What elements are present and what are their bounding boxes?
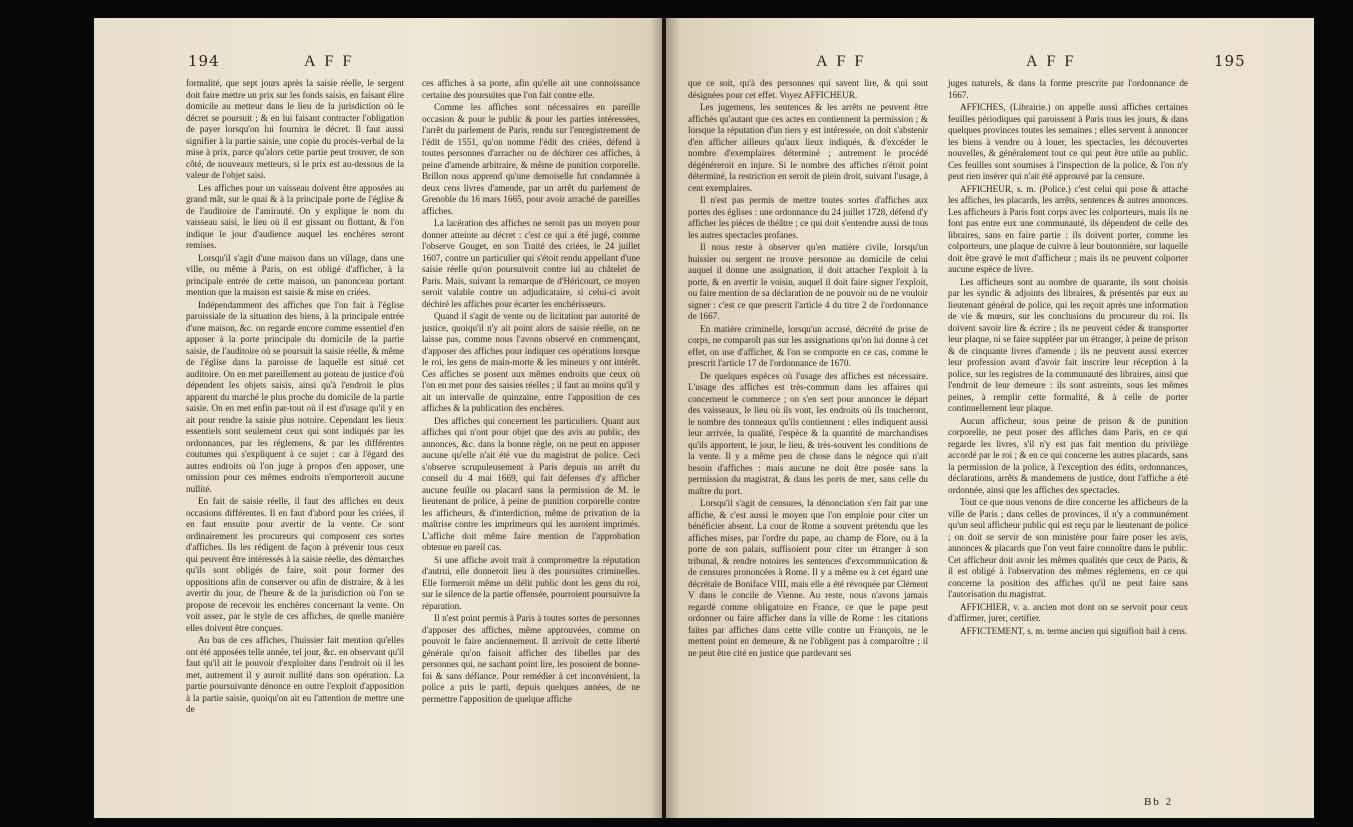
right-page — [666, 18, 1314, 818]
paragraph: De quelques espèces où l'usage des affiches est nécessaire. L'usage des affiches est très-commun dans les affaires qui concernent le commerce ; on s'en sert pour annoncer le départ des vaisseaux, le lieu où ils vont, les endroits où ils toucheront, le nombre des tonneaux qu'ils contiennent : elles indiquent aussi leur arrivée, la qualité, l'espèce & la quantité de marchandises qu'ils apportent, le jour, le lieu, & très-souvent les conditions de la vente. Il y a même peu de chose dans le négoce qui n'ait besoin d'affiches : mais aucune ne doit être posée sans la permission du magistrat, & dans les ports de mer, sans celle du maître du port. — [688, 370, 928, 496]
book-spread — [94, 18, 1314, 818]
paragraph: Quand il s'agit de vente ou de licitation par autorité de justice, quoiqu'il n'y ait point alors de saisie réelle, on ne laisse pas, comme nous l'avons observé en commençant, d'apposer des affiches pour indiquer ces opérations lorsque le roi, les gens de main-morte & les mineurs y ont intérêt. Ces affiches se posent aux mêmes endroits que ceux où l'on en met pour des saisies réelles ; il faut au moins qu'il y ait un intervalle de quinzaine, entre l'apposition de ces affiches & la publication des enchères. — [422, 311, 640, 413]
running-head-left: AFF — [304, 53, 361, 70]
paragraph: juges naturels, & dans la forme prescrite par l'ordonnance de 1667. — [948, 78, 1188, 100]
left-page-column-1 — [186, 78, 404, 717]
paragraph: Au bas de ces affiches, l'huissier fait mention qu'elles ont été apposées telle année, tel jour, &c. en observant qu'il faut qu'il ait le pouvoir d'exploiter dans l'endroit où il les met, autrement il y auroit nullité dans son opération. La partie poursuivante dénonce en outre l'exploit d'apposition à la partie saisie, quoiqu'on ait eu l'attention de mettre une de — [186, 635, 404, 714]
paragraph: Il n'est point permis à Paris à toutes sortes de personnes d'apposer des affiches, même approuvées, comme on pouvoit le faire anciennement. Il arrivoit de cette liberté générale qu'on faisoit afficher des libelles par des personnes qui, ne sachant point lire, les posoient de bonne-foi & sans défiance. Pour remédier à cet inconvénient, la police a pris le parti, depuis quelques années, de ne permettre l'apposition de quelque affiche — [422, 613, 640, 704]
paragraph: Il nous reste à observer qu'en matière civile, lorsqu'un huissier ou sergent ne trouve personne au domicile de celui auquel il donne une assignation, il doit attacher l'exploit à la porte, & en avertir le voisin, auquel il doit faire signer l'exploit, ou faire mention de sa déclaration de ne pouvoir ou de ne vouloir signer : c'est ce que prescrit l'article 4 du titre 2 de l'ordonnance de 1667. — [688, 242, 928, 321]
paragraph: Les affiches pour un vaisseau doivent être apposées au grand mât, sur le quai & à la principale porte de l'église & de l'auditoire de l'amirauté. On y explique le nom du vaisseau saisi, le lieu où il est gissant ou flottant, & l'on indique le jour d'audience auquel les enchères seront remises. — [186, 182, 404, 250]
paragraph: En matière criminelle, lorsqu'un accusé, décrété de prise de corps, ne comparoît pas sur les assignations qu'on lui donne à cet effet, on use d'afficher, & l'on se comporte en ce cas, comme le prescrit l'article 17 de l'ordonnance de 1670. — [688, 323, 928, 368]
paragraph: Tout ce que nous venons de dire concerne les afficheurs de la ville de Paris ; dans celles de provinces, il n'y a communément qu'un seul afficheur public qui est reçu par le lieutenant de police ; on doit se servir de son ministère pour faire poser les avis, annonces & placards que l'on veut faire connoître dans le public. Cet afficheur doit avoir les mêmes qualités que ceux de Paris, & il est obligé à l'observation des mêmes réglemens, en ce qui concerne la position des affiches qu'il ne peut faire sans l'autorisation du magistrat. — [948, 497, 1188, 599]
page-number-right: 195 — [1214, 52, 1246, 70]
paragraph: Aucun afficheur, sous peine de prison & de punition corporelle, ne peut poser des affiches dans Paris, en ce qui regarde les livres, s'il n'y est pas fait mention du privilège accordé par le roi ; & en ce qui concerne les autres placards, sans la permission de la police, à l'exception des édits, ordonnances, déclarations, arrêts & mandemens de justice, dont l'affiche a été ordonnée, ainsi que les affiches des spectacles. — [948, 415, 1188, 495]
page-number-left: 194 — [188, 52, 220, 70]
signature-mark: Bb 2 — [1144, 796, 1174, 808]
paragraph: Si une affiche avoit trait à compromettre la réputation d'autrui, elle donneroit lieu à des poursuites criminelles. Elle formeroit même un délit public dont les gens du roi, sur le silence de la partie offensée, pourroient poursuivre la réparation. — [422, 554, 640, 611]
paragraph: AFFICHIER, v. a. ancien mot dont on se servoit pour ceux d'affirmer, jurer, certifier. — [948, 601, 1188, 623]
paragraph: La lacération des affiches ne seroit pas un moyen pour donner atteinte au décret : c'est ce qui a été jugé, comme l'observe Gouget, en son Traité des criées, le 24 juillet 1607, contre un particulier qui s'étoit rendu appellant d'une saisie réelle qu'on poursuivoit contre lui au châtelet de Paris. Mais, suivant la remarque de d'Héricourt, ce moyen seroit valable contre un adjudicataire, si celui-ci avoit déchiré les affiches pour écarter les enchérisseurs. — [422, 218, 640, 309]
paragraph: Comme les affiches sont nécessaires en pareille occasion & pour le public & pour les parties intéressées, l'arrêt du parlement de Paris, rendu sur l'enregistrement de l'édit de 1551, qu'on nomme l'édit des criées, défend à toutes personnes d'arracher ou de déchirer ces affiches, à peine d'amende arbitraire, & même de punition corporelle. Brillon nous apprend qu'une demoiselle fut condamnée à deux cens livres d'amende, par un arrêt du parlement de Grenoble du 16 mars 1665, pour avoir arraché de pareilles affiches. — [422, 102, 640, 216]
paragraph: Lorsqu'il s'agit d'une maison dans un village, dans une ville, ou même à Paris, on est obligé d'afficher, à la principale entrée de cette maison, un panonceau portant mention que la maison est saisie & mise en criées. — [186, 252, 404, 297]
paragraph: formalité, que sept jours après la saisie réelle, le sergent doit faire mettre un prix sur les fonds saisis, en faisant élire domicile au metteur dans le lieu de la jurisdiction où le décret se poursuit ; & en lui faisant contracter l'obligation de payer lorsqu'on lui fournira le décret. Il faut aussi signifier à la partie saisie, une copie du procès-verbal de la mise à prix, parce qu'alors cette partie peut trouver, de son côté, de nouveaux metteurs, si le prix est au-dessous de la valeur de l'objet saisi. — [186, 78, 404, 180]
paragraph: AFFICHEUR, s. m. (Police.) c'est celui qui pose & attache les affiches, les placards, les arrêts, sentences & autres annonces. Les afficheurs à Paris font corps avec les colporteurs, mais ils ne font pas entre eux une communauté, ils dépendent de celle des libraires, sans en faire partie : ils doivent porter, comme les colporteurs, une plaque de cuivre à leur boutonnière, sur laquelle doit être gravé le mot d'afficheur ; mais ils ne peuvent colporter aucune espèce de livre. — [948, 183, 1188, 274]
paragraph: que ce soit, qu'à des personnes qui savent lire, & qui sont désignées pour cet effet. Voyez AFFICHEUR. — [688, 78, 928, 100]
right-page-column-1 — [688, 78, 928, 660]
paragraph: Lorsqu'il s'agit de censures, la dénonciation s'en fait par une affiche, & c'est aussi le moyen que l'on emploie pour citer un bénéficier absent. La cour de Rome a souvent prétendu que les affiches mises, par l'ordre du pape, au champ de Flore, ou à la porte de son palais, suffisoient pour citer un étranger à son tribunal, & rendre notoires les sentences d'excommunication & de censures prononcées à Rome. Il y a même eu à cet égard une décrétale de Boniface VIII, mais elle a été révoquée par Clément V dans le concile de Vienne. Au reste, nous n'avons jamais regardé comme obligatoire en France, ce que le pape peut ordonner ou faire afficher dans la ville de Rome : les citations faites par affiches dans cette ville contre un François, ne le mettent point en demeure, & ne l'obligent pas à comparoître ; il ne peut être cité en justice que pardevant ses — [688, 498, 928, 658]
paragraph: Les jugemens, les sentences & les arrêts ne peuvent être affichés qu'autant que ces actes en contiennent la permission ; & lorsque la réputation d'un tiers y est intéressée, on doit s'abstenir d'en afficher ailleurs qu'aux lieux indiqués, & d'excéder le nombre d'exemplaires déterminé ; autrement le procédé dégénéreroit en injure. Si le nombre des affiches n'étoit point déterminé, la restriction en seroit de plein droit, suivant l'usage, à cent exemplaires. — [688, 102, 928, 193]
paragraph: Des affiches qui concernent les particuliers. Quant aux affiches qui n'ont pour objet que des avis au public, des annonces, &c. dans la bonne règle, on ne peut en apposer aucune qu'elle n'ait été vue du magistrat de police. Ceci s'observe scrupuleusement à Paris depuis un arrêt du conseil du 4 mai 1669, qui fait défenses d'y afficher aucune feuille ou placard sans la permission de M. le lieutenant de police, à peine de punition corporelle contre les afficheurs, & d'interdiction, même de privation de la maîtrise contre les imprimeurs qui les auroient imprimés. L'affiche doit même faire mention de l'approbation obtenue en pareil cas. — [422, 415, 640, 552]
paragraph: AFFICHES, (Librairie.) on appelle aussi affiches certaines feuilles périodiques qui paroissent à Paris tous les jours, & dans quelques provinces toutes les semaines ; elles servent à annoncer les biens à vendre ou à louer, les spectacles, les découvertes nouvelles, & généralement tout ce qui peut être utile au public. Ces feuilles sont soumises à l'inspection de la police, & l'on n'y peut rien insérer qui n'ait été approuvé par la censure. — [948, 102, 1188, 181]
paragraph: En fait de saisie réelle, il faut des affiches en deux occasions différentes. Il en faut d'abord pour les criées, il en faut ensuite pour avertir de la vente. Ce sont ordinairement les procureurs qui composent ces sortes d'affiches. Ils les rédigent de façon à prévenir tous ceux qui peuvent être intéressés à la saisie réelle, des démarches qu'ils sont obligés de faire, soit pour former des oppositions afin de conserver ou afin de distraire, & à les avertir du jour, de l'heure & de la jurisdiction où l'on se propose de recevoir les enchères concernant la vente. On voit assez, par le style de ces affiches, de quelle manière elles doivent être conçues. — [186, 496, 404, 633]
paragraph: Les afficheurs sont au nombre de quarante, ils sont choisis par les syndic & adjoints des libraires, & présentés par eux au lieutenant général de police, qui les reçoit après une information de vie & mœurs, sur les conclusions du procureur du roi. Ils doivent savoir lire & écrire ; ils ne peuvent céder & transporter leur plaque, ni se faire suppléer par un étranger, à peine de prison & de cinquante livres d'amende ; ils ne peuvent aussi exercer leur profession avant d'avoir fait inscrire leur réception à la police, sur les registres de la communauté des libraires, ainsi que l'endroit de leur demeure : ils sont astreints, sous les mêmes peines, à remplir cette formalité, & à celle de porter continuellement leur plaque. — [948, 276, 1188, 413]
left-page-column-2 — [422, 78, 640, 706]
paragraph: Il n'est pas permis de mettre toutes sortes d'affiches aux portes des églises : une ordonnance du 24 juillet 1728, défend d'y afficher les pièces de théâtre ; ce qui doit s'entendre aussi de tous les autres spectacles profanes. — [688, 195, 928, 240]
left-page — [94, 18, 662, 818]
right-page-column-2 — [948, 78, 1188, 638]
paragraph: AFFICTEMENT, s. m. terme ancien qui signifioit bail à cens. — [960, 625, 1188, 636]
paragraph: ces affiches à sa porte, afin qu'elle ait une connoissance certaine des poursuites que l'on fait contre elle. — [422, 78, 640, 100]
running-head-right-2: AFF — [1026, 53, 1083, 70]
book-gutter — [650, 18, 680, 818]
paragraph: Indépendamment des affiches que l'on fait à l'église paroissiale de la situation des biens, à la principale entrée d'une maison, &c. on regarde encore comme essentiel d'en apposer à la porte principale du domicile de la partie saisie, de l'auditoire où se poursuit la saisie réelle, & même de l'église dans la paroisse de laquelle est situé cet auditoire. On en met pareillement au poteau de justice d'où dépendent les objets saisis, ainsi qu'à l'endroit le plus apparent du marché le plus proche du domicile de la partie saisie. On en met enfin par-tout où il est d'usage qu'il y en ait pour rendre la saisie plus notoire. Cependant les lieux essentiels sont seulement ceux qui sont indiqués par les ordonnances, par les réglemens, & par les différentes coutumes qui s'expliquent à ce sujet : car à l'égard des autres endroits où l'on juge à propos d'en apposer, une omission pour ces mêmes endroits n'emporteroit aucune nullité. — [186, 299, 404, 494]
running-head-right-1: AFF — [816, 53, 873, 70]
